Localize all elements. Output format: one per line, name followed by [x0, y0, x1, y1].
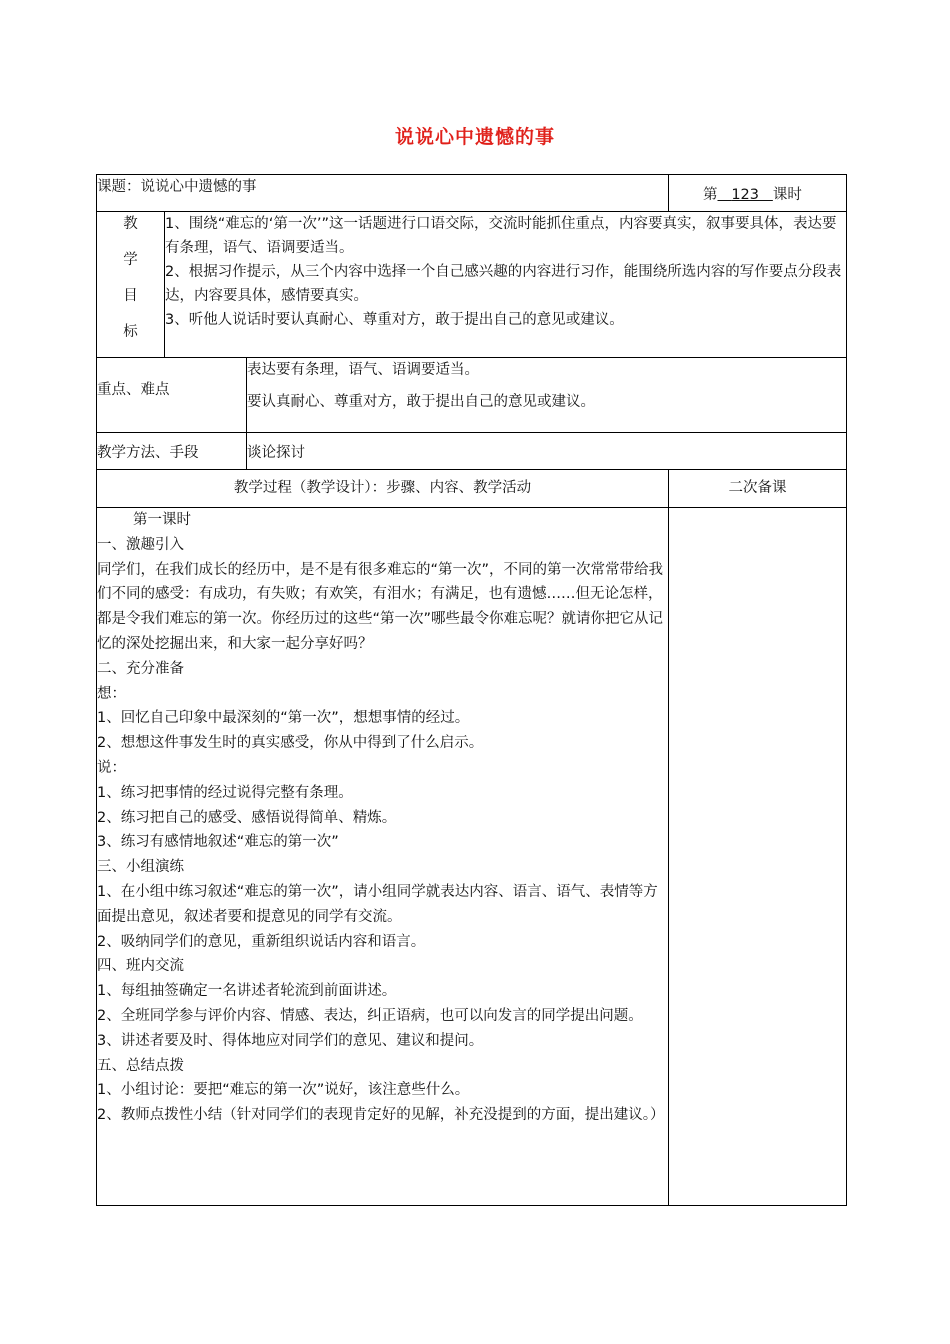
process-content — [97, 508, 669, 1206]
process-line: 一、激趣引入 — [97, 536, 184, 553]
process-row — [97, 508, 847, 1206]
process-line: 2、练习把自己的感受、感悟说得简单、精炼。 — [97, 809, 397, 826]
key-points-row — [97, 358, 847, 433]
process-first-line: 第一课时 — [133, 512, 191, 528]
process-line: 2、吸纳同学们的意见，重新组织说话内容和语言。 — [97, 933, 426, 950]
goal-item: 1、围绕“难忘的‘第一次’”这一话题进行口语交际，交流时能抓住重点，内容要真实，叙事要具体，表达要有条理，语气、语调要适当。 — [165, 216, 837, 256]
process-header-main: 教学过程（教学设计）：步骤、内容、教学活动 — [97, 470, 669, 508]
process-line: 2、全班同学参与评价内容、情感、表达，纠正语病，也可以向发言的同学提出问题。 — [97, 1007, 643, 1024]
process-line: 2、想想这件事发生时的真实感受，你从中得到了什么启示。 — [97, 735, 484, 752]
process-line: 1、每组抽签确定一名讲述者轮流到前面讲述。 — [97, 983, 397, 1000]
process-line: 1、小组讨论：要把“难忘的第一次”说好，该注意些什么。 — [97, 1082, 470, 1099]
goal-item: 2、根据习作提示，从三个内容中选择一个自己感兴趣的内容进行习作，能围绕所选内容的写作要点分段表达，内容要具体，感情要真实。 — [165, 264, 842, 304]
process-line: 1、回忆自己印象中最深刻的“第一次”，想想事情的经过。 — [97, 710, 470, 727]
second-prep-cell — [669, 508, 847, 1206]
process-line: 1、练习把事情的经过说得完整有条理。 — [97, 784, 353, 801]
process-line: 四、班内交流 — [97, 958, 184, 975]
methods-row — [97, 433, 847, 470]
process-line: 五、总结点拨 — [97, 1057, 184, 1074]
goal-item: 3、听他人说话时要认真耐心、尊重对方，敢于提出自己的意见或建议。 — [165, 312, 624, 328]
period-suffix: 课时 — [772, 187, 802, 203]
key-points-content — [247, 358, 847, 433]
key-points-label: 重点、难点 — [97, 358, 247, 433]
methods-value: 谈论探讨 — [247, 433, 847, 470]
process-line: 1、在小组中练习叙述“难忘的第一次”，请小组同学就表达内容、语言、语气、表情等方面提出意见，叙述者要和提意见的同学有交流。 — [97, 883, 658, 925]
process-line: 3、练习有感情地叙述“难忘的第一次” — [97, 834, 339, 851]
document-title: 说说心中遗憾的事 — [394, 126, 555, 148]
goals-label: 教 学 目 标 — [97, 212, 165, 358]
process-line: 同学们，在我们成长的经历中，是不是有很多难忘的“第一次”，不同的第一次常常带给我们不同的感受：有成功，有失败；有欢笑，有泪水；有满足，也有遗憾……但无论怎样，都是令我们难忘的第一次。你经历过的这些“第一次”哪些最令你难忘呢？就请你把它从记忆的深处挖掘出来，和大家一起分享好吗？ — [97, 561, 664, 652]
process-line: 2、教师点拨性小结（针对同学们的表现肯定好的见解，补充没提到的方面，提出建议。） — [97, 1107, 665, 1124]
topic-cell: 课题：说说心中遗憾的事 — [97, 175, 669, 212]
period-number: 123 — [731, 187, 760, 203]
goals-row — [97, 212, 847, 358]
goals-content — [165, 212, 847, 358]
process-header-row — [97, 470, 847, 508]
period-prefix: 第 — [703, 187, 718, 203]
process-line: 二、充分准备 — [97, 660, 184, 677]
methods-label: 教学方法、手段 — [97, 433, 247, 470]
topic-row — [97, 175, 847, 212]
period-cell — [669, 175, 847, 212]
process-line: 3、讲述者要及时、得体地应对同学们的意见、建议和提问。 — [97, 1032, 484, 1049]
key-point-line: 表达要有条理，语气、语调要适当。 — [247, 362, 479, 378]
process-line: 三、小组演练 — [97, 859, 184, 876]
process-line: 想： — [97, 685, 126, 702]
process-line: 说： — [97, 759, 126, 776]
key-point-line: 要认真耐心、尊重对方，敢于提出自己的意见或建议。 — [247, 394, 595, 410]
lesson-plan-table — [96, 174, 847, 1206]
process-header-side: 二次备课 — [669, 470, 847, 508]
